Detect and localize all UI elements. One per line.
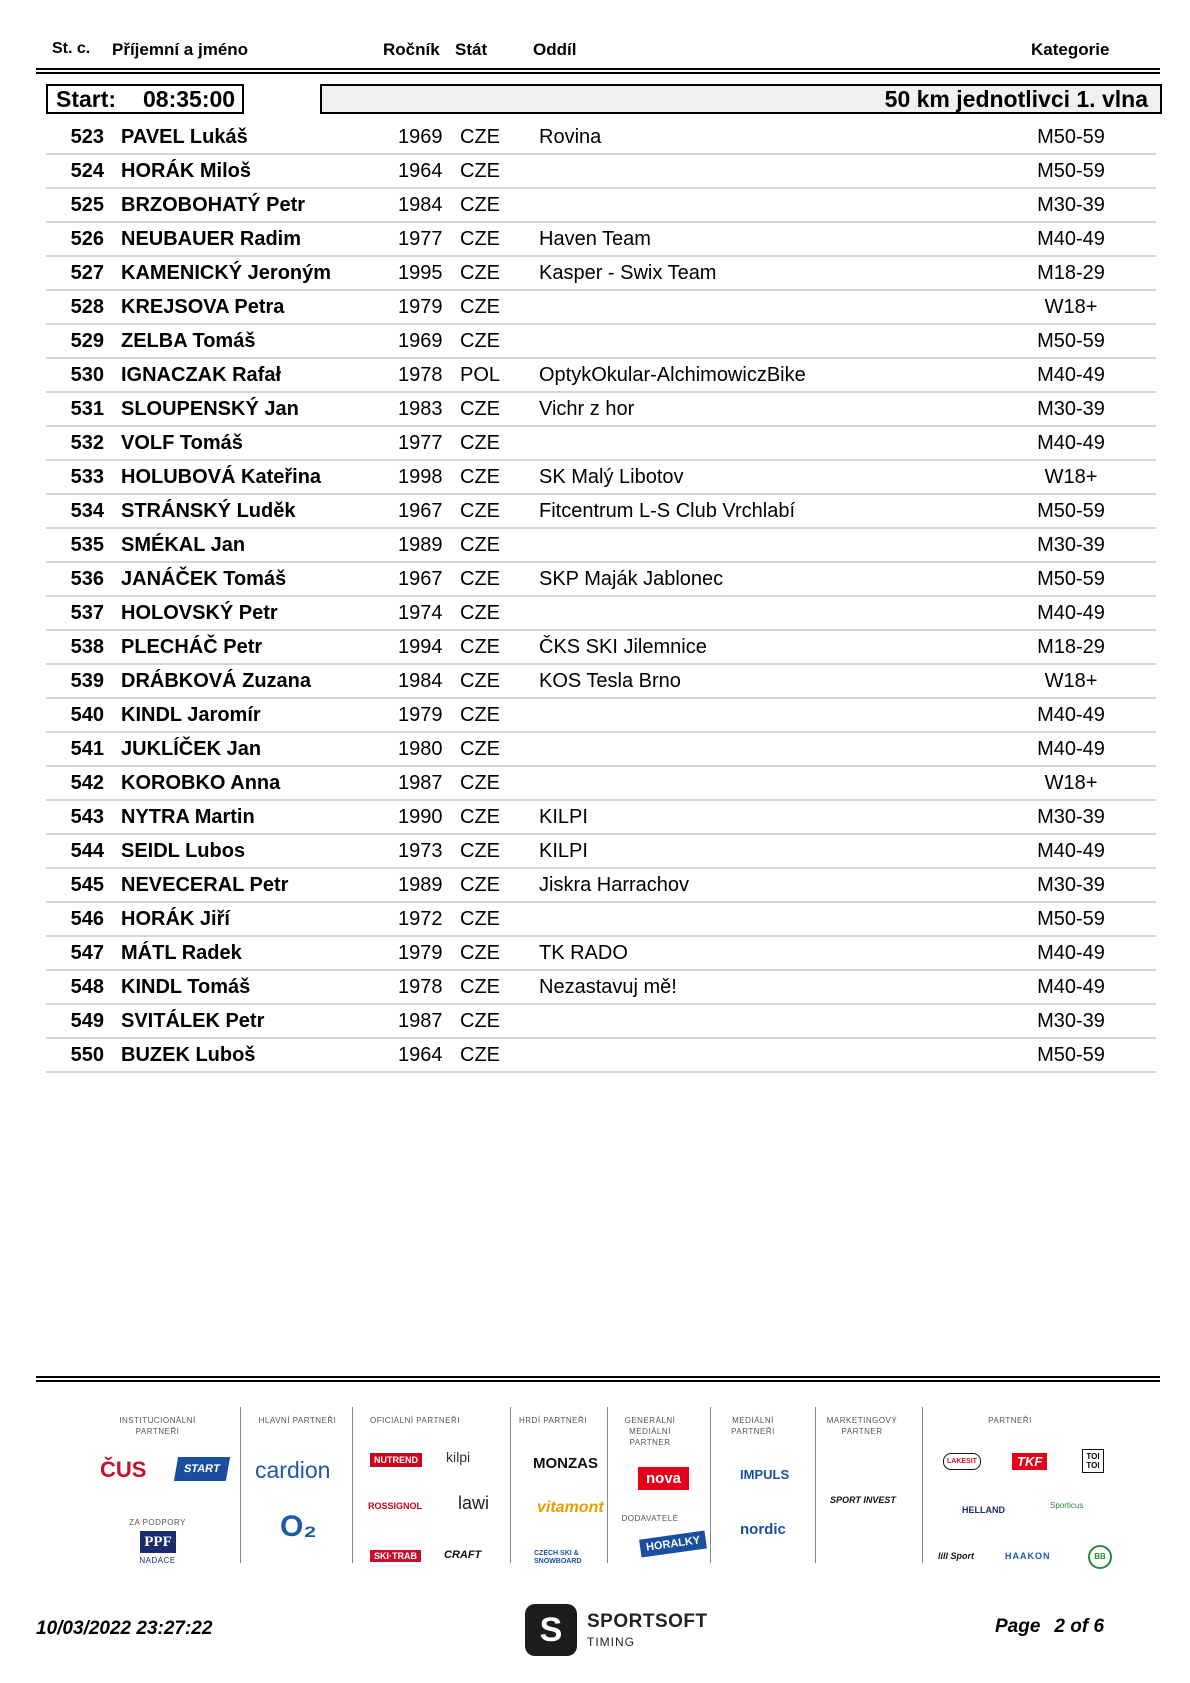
category: M18-29: [1037, 636, 1105, 658]
header-col-club: Oddíl: [533, 40, 577, 59]
logo-helland: HELLAND: [962, 1505, 1005, 1515]
sponsor-label-official: OFICIÁLNÍ PARTNEŘI: [369, 1416, 461, 1425]
category: M50-59: [1037, 330, 1105, 352]
bib-number: 550: [70, 1044, 104, 1066]
category: M40-49: [1037, 432, 1105, 454]
category: M30-39: [1037, 398, 1105, 420]
table-row: [46, 767, 1156, 801]
club-name: OptykOkular-AlchimowiczBike: [539, 364, 806, 386]
table-row: [46, 1039, 1156, 1073]
sponsor-label-general-media: GENERÁLNÍ MEDIÁLNÍ PARTNER: [624, 1416, 676, 1447]
table-row: [46, 563, 1156, 597]
start-list: [46, 121, 1156, 1073]
birth-year: 1979: [398, 704, 443, 726]
birth-year: 1969: [398, 126, 443, 148]
country-code: CZE: [460, 636, 500, 658]
bib-number: 526: [70, 228, 104, 250]
competitor-name: KINDL Tomáš: [121, 976, 251, 998]
bib-number: 535: [70, 534, 104, 556]
birth-year: 1974: [398, 602, 443, 624]
category: M50-59: [1037, 160, 1105, 182]
country-code: CZE: [460, 806, 500, 828]
category: M40-49: [1037, 364, 1105, 386]
birth-year: 1990: [398, 806, 443, 828]
country-code: CZE: [460, 432, 500, 454]
competitor-name: MÁTL Radek: [121, 942, 242, 964]
bib-number: 549: [70, 1010, 104, 1032]
category: M50-59: [1037, 568, 1105, 590]
sponsor-separator: [352, 1407, 353, 1563]
competitor-name: KINDL Jaromír: [121, 704, 261, 726]
birth-year: 1978: [398, 976, 443, 998]
competitor-name: DRÁBKOVÁ Zuzana: [121, 670, 312, 692]
birth-year: 1998: [398, 466, 443, 488]
birth-year: 1964: [398, 160, 443, 182]
table-row: [46, 631, 1156, 665]
country-code: CZE: [460, 976, 500, 998]
start-label: Start:: [56, 86, 117, 112]
competitor-name: HORÁK Miloš: [121, 160, 251, 182]
page-indicator: [995, 1616, 1104, 1638]
logo-monzas: MONZAS: [533, 1455, 598, 1472]
bib-number: 545: [70, 874, 104, 896]
bib-number: 540: [70, 704, 104, 726]
sponsor-separator: [607, 1407, 608, 1563]
sponsor-separator: [922, 1407, 923, 1563]
bib-number: 524: [70, 160, 104, 182]
footer-divider: [36, 1376, 1160, 1382]
logo-impuls: IMPULS: [740, 1467, 790, 1482]
table-row: [46, 971, 1156, 1005]
sponsor-label-suppliers: DODAVATELÉ: [621, 1514, 679, 1523]
country-code: CZE: [460, 738, 500, 760]
table-row: [46, 495, 1156, 529]
birth-year: 1989: [398, 534, 443, 556]
country-code: CZE: [460, 330, 500, 352]
country-code: CZE: [460, 262, 500, 284]
logo-nova: nova: [638, 1467, 689, 1490]
country-code: CZE: [460, 194, 500, 216]
table-row: [46, 121, 1156, 155]
table-row: [46, 155, 1156, 189]
logo-o2: O₂: [280, 1510, 317, 1543]
logo-cardion: cardion: [255, 1457, 331, 1483]
competitor-name: PAVEL Lukáš: [121, 126, 248, 148]
sponsor-separator: [815, 1407, 816, 1563]
logo-cus: ČUS: [100, 1457, 147, 1482]
country-code: CZE: [460, 500, 500, 522]
table-row: [46, 597, 1156, 631]
table-row: [46, 937, 1156, 971]
table-row: [46, 529, 1156, 563]
country-code: CZE: [460, 704, 500, 726]
logo-lill-sport: lill Sport: [938, 1551, 974, 1561]
country-code: CZE: [460, 160, 500, 182]
logo-rossignol: ROSSIGNOL: [368, 1501, 423, 1511]
table-row: [46, 733, 1156, 767]
sponsor-label-media: MEDIÁLNÍ PARTNEŘI: [731, 1416, 775, 1436]
competitor-name: VOLF Tomáš: [121, 432, 243, 454]
bib-number: 530: [70, 364, 104, 386]
logo-start: START: [174, 1457, 230, 1481]
country-code: CZE: [460, 568, 500, 590]
category: M40-49: [1037, 602, 1105, 624]
birth-year: 1969: [398, 330, 443, 352]
competitor-name: ZELBA Tomáš: [121, 330, 256, 352]
competitor-name: HORÁK Jiří: [121, 908, 230, 930]
logo-horalky: HORALKY: [639, 1530, 707, 1557]
competitor-name: NYTRA Martin: [121, 806, 255, 828]
club-name: TK RADO: [539, 942, 628, 964]
birth-year: 1978: [398, 364, 443, 386]
logo-toitoi: TOI TOI: [1082, 1449, 1104, 1473]
category: M30-39: [1037, 534, 1105, 556]
logo-skitrab: SKI·TRAB: [370, 1550, 421, 1562]
bib-number: 547: [70, 942, 104, 964]
logo-czech-ski: CZECH SKI & SNOWBOARD: [534, 1550, 582, 1565]
sponsor-label-marketing: MARKETINGOVÝ PARTNER: [826, 1416, 898, 1436]
table-row: [46, 291, 1156, 325]
competitor-name: NEVECERAL Petr: [121, 874, 289, 896]
table-row: [46, 801, 1156, 835]
bib-number: 534: [70, 500, 104, 522]
logo-nordic: nordic: [740, 1521, 786, 1538]
category: M40-49: [1037, 976, 1105, 998]
category: M40-49: [1037, 738, 1105, 760]
category: M50-59: [1037, 500, 1105, 522]
header-col-category: Kategorie: [1031, 40, 1110, 59]
table-row: [46, 461, 1156, 495]
country-code: CZE: [460, 1010, 500, 1032]
club-name: ČKS SKI Jilemnice: [539, 636, 707, 658]
competitor-name: HOLOVSKÝ Petr: [121, 602, 278, 624]
table-row: [46, 359, 1156, 393]
competitor-name: PLECHÁČ Petr: [121, 636, 263, 658]
bib-number: 543: [70, 806, 104, 828]
category: M18-29: [1037, 262, 1105, 284]
header-col-name: Příjemní a jméno: [112, 40, 249, 59]
competitor-name: BRZOBOHATÝ Petr: [121, 194, 306, 216]
club-name: Kasper - Swix Team: [539, 262, 717, 284]
country-code: CZE: [460, 908, 500, 930]
category: M40-49: [1037, 228, 1105, 250]
sponsor-label-main: HLAVNÍ PARTNEŘI: [258, 1416, 337, 1425]
sponsors-strip: [100, 1405, 1140, 1565]
logo-lakesit: LAKESIT: [943, 1453, 981, 1470]
birth-year: 1995: [398, 262, 443, 284]
category: W18+: [1044, 772, 1098, 794]
country-code: CZE: [460, 840, 500, 862]
header-col-number: St. c.: [52, 40, 91, 57]
bib-number: 523: [70, 126, 104, 148]
bib-number: 542: [70, 772, 104, 794]
table-row: [46, 189, 1156, 223]
country-code: POL: [460, 364, 501, 386]
logo-bb: BB: [1088, 1545, 1112, 1569]
competitor-name: KOROBKO Anna: [121, 772, 281, 794]
country-code: CZE: [460, 670, 500, 692]
table-row: [46, 699, 1156, 733]
logo-ppf: PPF: [140, 1531, 176, 1553]
table-row: [46, 903, 1156, 937]
category: M30-39: [1037, 1010, 1105, 1032]
start-time: 08:35:00: [143, 86, 236, 112]
country-code: CZE: [460, 466, 500, 488]
sponsor-separator: [710, 1407, 711, 1563]
logo-nadace: NADACE: [139, 1556, 176, 1565]
birth-year: 1987: [398, 772, 443, 794]
bib-number: 532: [70, 432, 104, 454]
country-code: CZE: [460, 874, 500, 896]
birth-year: 1989: [398, 874, 443, 896]
logo-haakon: HAAKON: [1005, 1551, 1051, 1561]
country-code: CZE: [460, 772, 500, 794]
country-code: CZE: [460, 602, 500, 624]
logo-lawi: lawi: [458, 1493, 490, 1513]
birth-year: 1967: [398, 500, 443, 522]
club-name: Jiskra Harrachov: [539, 874, 690, 896]
bib-number: 536: [70, 568, 104, 590]
sportsoft-logo: [525, 1604, 708, 1660]
category: M50-59: [1037, 126, 1105, 148]
header-col-year: Ročník: [383, 40, 440, 59]
birth-year: 1987: [398, 1010, 443, 1032]
club-name: KOS Tesla Brno: [539, 670, 681, 692]
header-col-state: Stát: [455, 40, 488, 59]
bib-number: 527: [70, 262, 104, 284]
bib-number: 525: [70, 194, 104, 216]
logo-vitamont: vitamont: [537, 1499, 604, 1516]
competitor-name: KREJSOVA Petra: [121, 296, 285, 318]
logo-kilpi: kilpi: [446, 1449, 471, 1465]
bib-number: 544: [70, 840, 104, 862]
category: M30-39: [1037, 874, 1105, 896]
table-row: [46, 223, 1156, 257]
bib-number: 546: [70, 908, 104, 930]
table-row: [46, 427, 1156, 461]
competitor-name: JUKLÍČEK Jan: [121, 738, 262, 760]
logo-sporticus: Sporticus: [1050, 1501, 1084, 1510]
competitor-name: KAMENICKÝ Jeroným: [121, 262, 332, 284]
birth-year: 1984: [398, 194, 443, 216]
birth-year: 1980: [398, 738, 443, 760]
print-datetime: 10/03/2022 23:27:22: [36, 1618, 213, 1639]
club-name: SK Malý Libotov: [539, 466, 684, 488]
table-row: [46, 835, 1156, 869]
start-time-box: [46, 84, 244, 114]
birth-year: 1964: [398, 1044, 443, 1066]
birth-year: 1979: [398, 942, 443, 964]
country-code: CZE: [460, 228, 500, 250]
table-row: [46, 257, 1156, 291]
bib-number: 533: [70, 466, 104, 488]
table-row: [46, 1005, 1156, 1039]
table-row: [46, 665, 1156, 699]
category: M50-59: [1037, 1044, 1105, 1066]
club-name: KILPI: [539, 806, 588, 828]
birth-year: 1979: [398, 296, 443, 318]
table-row: [46, 325, 1156, 359]
sportsoft-sub: TIMING: [587, 1635, 635, 1649]
category: M40-49: [1037, 942, 1105, 964]
table-row: [46, 393, 1156, 427]
category: W18+: [1044, 670, 1098, 692]
sponsor-label-proud: HRDÍ PARTNEŘI: [519, 1416, 587, 1425]
competitor-name: IGNACZAK Rafał: [121, 364, 282, 386]
club-name: Fitcentrum L-S Club Vrchlabí: [539, 500, 796, 522]
page-number: 2 of 6: [1054, 1616, 1105, 1637]
category: M40-49: [1037, 840, 1105, 862]
country-code: CZE: [460, 1044, 500, 1066]
competitor-name: SEIDL Lubos: [121, 840, 246, 862]
birth-year: 1972: [398, 908, 443, 930]
logo-craft: CRAFT: [444, 1549, 482, 1561]
birth-year: 1977: [398, 228, 443, 250]
club-name: KILPI: [539, 840, 588, 862]
sponsor-label-partners: PARTNEŘI: [988, 1416, 1032, 1425]
birth-year: 1983: [398, 398, 443, 420]
competitor-name: SMÉKAL Jan: [121, 534, 246, 556]
bib-number: 528: [70, 296, 104, 318]
bib-number: 548: [70, 976, 104, 998]
competitor-name: NEUBAUER Radim: [121, 228, 302, 250]
competitor-name: JANÁČEK Tomáš: [121, 568, 287, 590]
club-name: Haven Team: [539, 228, 651, 250]
bib-number: 538: [70, 636, 104, 658]
bib-number: 529: [70, 330, 104, 352]
sponsor-separator: [510, 1407, 511, 1563]
birth-year: 1973: [398, 840, 443, 862]
logo-tkf: TKF: [1012, 1453, 1047, 1470]
bib-number: 531: [70, 398, 104, 420]
category: M30-39: [1037, 806, 1105, 828]
birth-year: 1984: [398, 670, 443, 692]
category: W18+: [1044, 466, 1098, 488]
club-name: Vichr z hor: [539, 398, 635, 420]
sponsor-label-institutional: INSTITUCIONÁLNÍ PARTNEŘI: [119, 1416, 196, 1436]
competitor-name: STRÁNSKÝ Luděk: [121, 500, 296, 522]
bib-number: 537: [70, 602, 104, 624]
bib-number: 539: [70, 670, 104, 692]
birth-year: 1967: [398, 568, 443, 590]
category: W18+: [1044, 296, 1098, 318]
country-code: CZE: [460, 126, 500, 148]
race-title: 50 km jednotlivci 1. vlna: [320, 84, 1162, 114]
country-code: CZE: [460, 296, 500, 318]
logo-nutrend: NUTREND: [370, 1453, 422, 1467]
page-label: Page: [995, 1616, 1041, 1637]
country-code: CZE: [460, 942, 500, 964]
sponsor-separator: [240, 1407, 241, 1563]
sportsoft-s-icon: S: [525, 1604, 577, 1656]
header-divider: [36, 68, 1160, 74]
competitor-name: BUZEK Luboš: [121, 1044, 256, 1066]
country-code: CZE: [460, 398, 500, 420]
club-name: SKP Maják Jablonec: [539, 568, 724, 590]
birth-year: 1977: [398, 432, 443, 454]
sponsor-label-support: ZA PODPORY: [129, 1518, 186, 1527]
bib-number: 541: [70, 738, 104, 760]
sportsoft-brand: SPORTSOFT: [587, 1611, 708, 1632]
logo-sport-invest: SPORT INVEST: [830, 1495, 896, 1505]
category: M40-49: [1037, 704, 1105, 726]
country-code: CZE: [460, 534, 500, 556]
club-name: Nezastavuj mě!: [539, 976, 677, 998]
competitor-name: HOLUBOVÁ Kateřina: [121, 466, 322, 488]
club-name: Rovina: [539, 126, 602, 148]
competitor-name: SVITÁLEK Petr: [121, 1010, 265, 1032]
birth-year: 1994: [398, 636, 443, 658]
category: M50-59: [1037, 908, 1105, 930]
competitor-name: SLOUPENSKÝ Jan: [121, 398, 299, 420]
table-row: [46, 869, 1156, 903]
category: M30-39: [1037, 194, 1105, 216]
